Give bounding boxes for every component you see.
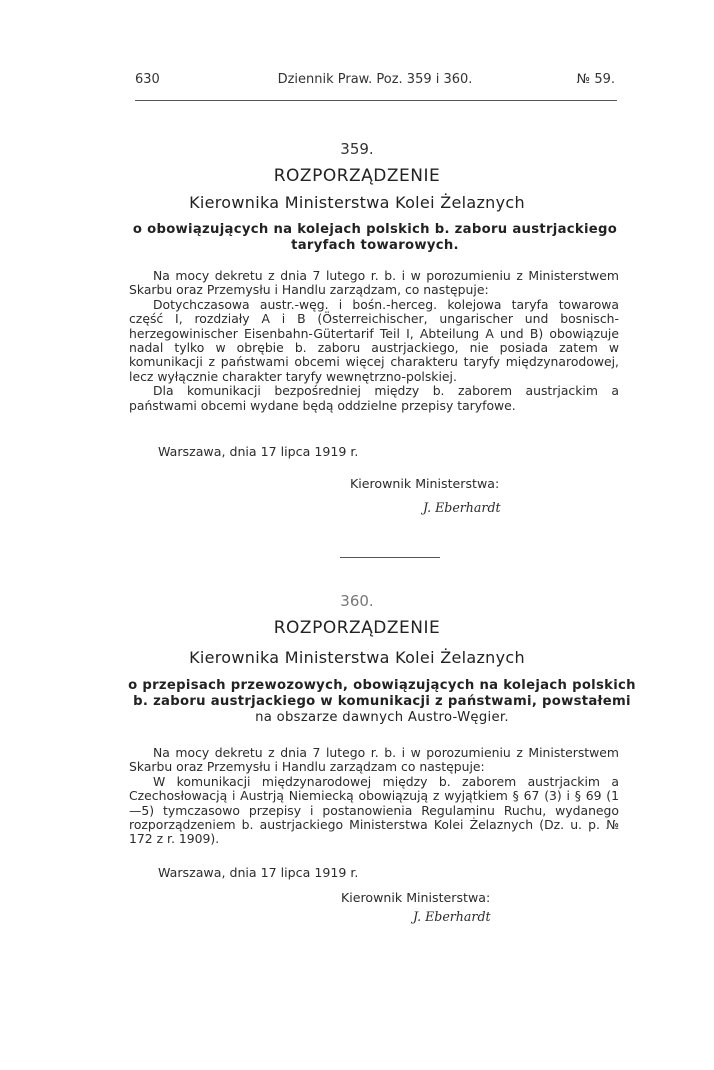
paragraph: Dla komunikacji bezpośredniej między b. zaborem austrjackim a państwami obcemi wydane będą oddzielne przepisy taryfowe. xyxy=(129,383,619,413)
subject-line: o obowiązujących na kolejach polskich b. zaboru austrjackiego xyxy=(132,222,618,237)
section-body xyxy=(129,269,619,413)
section-number: 360. xyxy=(340,592,374,610)
subject-line: taryfach towarowych. xyxy=(291,238,459,253)
subject-heading xyxy=(130,222,620,254)
signature-role: Kierownik Ministerstwa: xyxy=(350,476,500,491)
issue-number: № 59. xyxy=(576,72,615,87)
paragraph: W komunikacji międzynarodowej między b. zaborem austrjackim a Czechosłowacją i Austrją Niemiecką obowiązują z wyjątkiem § 67 (3) i § 69 (1—5) tymczasowo przepisy i postanowienia Regulaminu Ruchu, wydanego rozporządzeniem b. austrjackiego Ministerstwa Kolei Żelaznych (Dz. u. p. № 172 z r. 1909). xyxy=(129,773,619,847)
paragraph: Na mocy dekretu z dnia 7 lutego r. b. i w porozumieniu z Ministerstwem Skarbu oraz Przemysłu i Handlu zarządzam, co następuje: xyxy=(129,268,619,298)
issuer-heading: Kierownika Ministerstwa Kolei Żelaznych xyxy=(189,193,525,212)
paragraph: Na mocy dekretu z dnia 7 lutego r. b. i w porozumieniu z Ministerstwem Skarbu oraz Przemysłu i Handlu zarządzam co następuje: xyxy=(129,745,619,775)
place-date: Warszawa, dnia 17 lipca 1919 r. xyxy=(158,444,359,459)
subject-line: na obszarze dawnych Austro-Węgier. xyxy=(255,710,509,725)
signature-name: J. Eberhardt xyxy=(413,909,491,924)
running-header xyxy=(135,72,615,92)
header-rule xyxy=(135,100,617,101)
section-separator xyxy=(340,557,440,558)
section-body xyxy=(129,746,619,847)
issuer-heading: Kierownika Ministerstwa Kolei Żelaznych xyxy=(189,648,525,667)
document-type-heading: ROZPORZĄDZENIE xyxy=(273,166,441,186)
place-date: Warszawa, dnia 17 lipca 1919 r. xyxy=(158,865,359,880)
page-number: 630 xyxy=(135,72,160,87)
section-number: 359. xyxy=(340,140,374,158)
journal-title: Dziennik Praw. Poz. 359 i 360. xyxy=(277,72,473,87)
signature-name: J. Eberhardt xyxy=(423,500,501,515)
subject-line: b. zaboru austrjackiego w komunikacji z państwami, powstałemi xyxy=(133,694,631,709)
signature-role: Kierownik Ministerstwa: xyxy=(341,890,491,905)
subject-line: o przepisach przewozowych, obowiązujących na kolejach polskich xyxy=(128,678,636,693)
subject-heading xyxy=(122,678,642,726)
document-type-heading: ROZPORZĄDZENIE xyxy=(273,618,441,638)
paragraph: Dotychczasowa austr.-węg. i bośn.-herceg. kolejowa taryfa towarowa część I, rozdziały A i B (Österreichischer, ungarischer und bosnisch-herzegowinischer Eisenbahn-Gütertarif Teil I, Abteilung A und B) obowiązuje nadal tylko w obrębie b. zaboru austrjackiego, nie posiada zatem w komunikacji z państwami obcemi więcej charakteru taryfy międzynarodowej, lecz wyłącznie charakter taryfy wewnętrzno-polskiej. xyxy=(129,296,619,384)
